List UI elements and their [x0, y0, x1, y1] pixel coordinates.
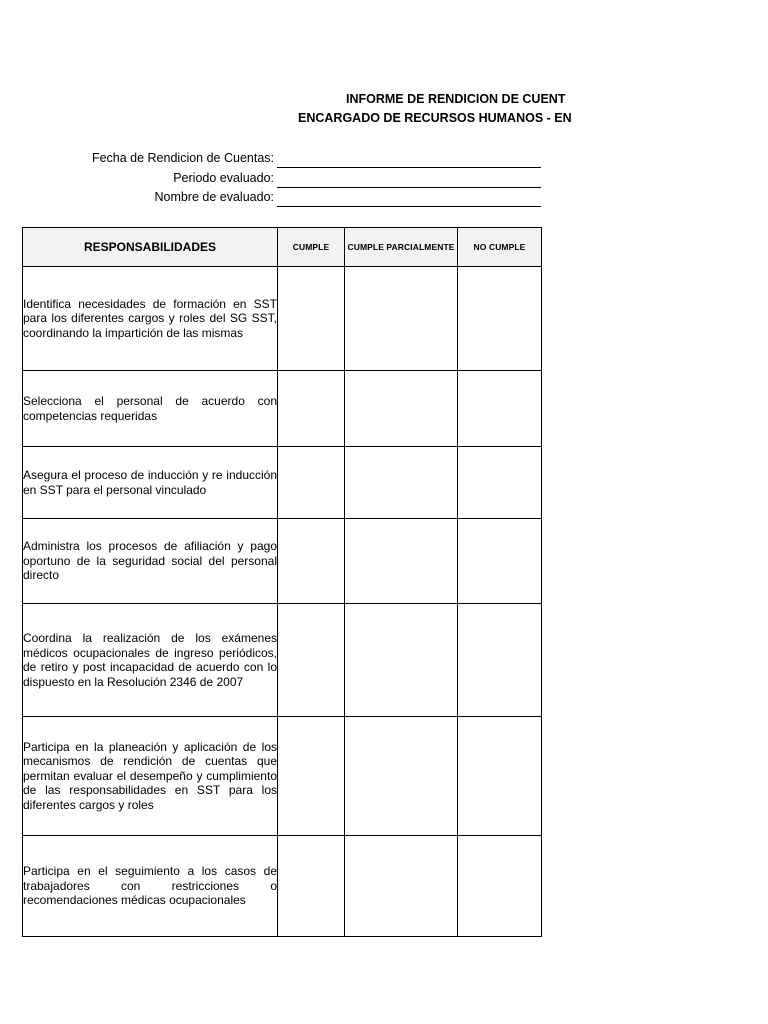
- periodo-field[interactable]: [277, 187, 541, 188]
- col-header-cumple-parcialmente: CUMPLE PARCIALMENTE: [345, 228, 458, 267]
- no-cumple-cell[interactable]: [458, 604, 542, 717]
- responsibility-text: Administra los procesos de afiliación y pago oportuno de la seguridad social del personal directo: [23, 519, 278, 604]
- table-row: [23, 371, 542, 447]
- table-row: [23, 267, 542, 371]
- cumple-parcialmente-cell[interactable]: [345, 519, 458, 604]
- periodo-label: Periodo evaluado:: [173, 171, 274, 185]
- responsibility-text: Coordina la realización de los exámenes médicos ocupacionales de ingreso periódicos, de retiro y post incapacidad de acuerdo con lo dispuesto en la Resolución 2346 de 2007: [23, 604, 278, 717]
- fecha-field[interactable]: [277, 167, 541, 168]
- cumple-parcialmente-cell[interactable]: [345, 371, 458, 447]
- table-header-row: [23, 228, 542, 267]
- responsibility-text: Participa en el seguimiento a los casos de trabajadores con restricciones o recomendaciones médicas ocupacionales: [23, 836, 278, 937]
- no-cumple-cell[interactable]: [458, 836, 542, 937]
- nombre-field[interactable]: [277, 206, 541, 207]
- responsibility-text: Asegura el proceso de inducción y re inducción en SST para el personal vinculado: [23, 447, 278, 519]
- report-subtitle: ENCARGADO DE RECURSOS HUMANOS - EN: [298, 111, 572, 125]
- responsibility-text: Selecciona el personal de acuerdo con competencias requeridas: [23, 371, 278, 447]
- cumple-cell[interactable]: [278, 267, 345, 371]
- no-cumple-cell[interactable]: [458, 267, 542, 371]
- cumple-cell[interactable]: [278, 519, 345, 604]
- no-cumple-cell[interactable]: [458, 519, 542, 604]
- col-header-no-cumple: NO CUMPLE: [458, 228, 542, 267]
- table-row: [23, 717, 542, 836]
- table-row: [23, 604, 542, 717]
- table-row: [23, 836, 542, 937]
- responsibility-text: Participa en la planeación y aplicación de los mecanismos de rendición de cuentas que permitan evaluar el desempeño y cumplimiento de las responsabilidades en SST para los diferentes cargos y roles: [23, 717, 278, 836]
- report-title: INFORME DE RENDICION DE CUENT: [346, 92, 566, 106]
- col-header-responsabilidades: RESPONSABILIDADES: [23, 228, 278, 267]
- no-cumple-cell[interactable]: [458, 447, 542, 519]
- cumple-cell[interactable]: [278, 371, 345, 447]
- cumple-parcialmente-cell[interactable]: [345, 604, 458, 717]
- no-cumple-cell[interactable]: [458, 717, 542, 836]
- cumple-parcialmente-cell[interactable]: [345, 717, 458, 836]
- cumple-parcialmente-cell[interactable]: [345, 836, 458, 937]
- cumple-cell[interactable]: [278, 717, 345, 836]
- cumple-cell[interactable]: [278, 836, 345, 937]
- responsibilities-table: [22, 227, 542, 937]
- cumple-cell[interactable]: [278, 604, 345, 717]
- table-row: [23, 447, 542, 519]
- no-cumple-cell[interactable]: [458, 371, 542, 447]
- col-header-cumple: CUMPLE: [278, 228, 345, 267]
- fecha-label: Fecha de Rendicion de Cuentas:: [91, 151, 274, 165]
- responsibility-text: Identifica necesidades de formación en SST para los diferentes cargos y roles del SG SST, coordinando la impartición de las mismas: [23, 267, 278, 371]
- table-row: [23, 519, 542, 604]
- cumple-parcialmente-cell[interactable]: [345, 267, 458, 371]
- cumple-parcialmente-cell[interactable]: [345, 447, 458, 519]
- cumple-cell[interactable]: [278, 447, 345, 519]
- nombre-label: Nombre de evaluado:: [154, 190, 274, 204]
